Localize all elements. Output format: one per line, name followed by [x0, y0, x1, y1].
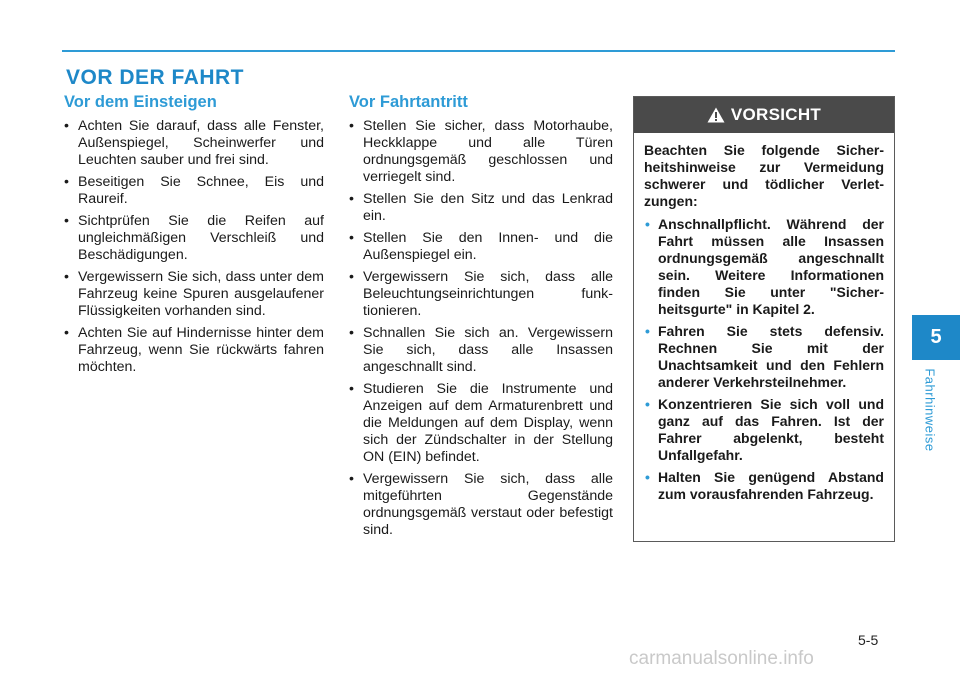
caution-header — [634, 97, 894, 133]
list-item: • Schnallen Sie sich an. Vergewissern Sie sich, dass alle Insassen angeschnallt sind. — [349, 325, 613, 376]
list-item: • Beseitigen Sie Schnee, Eis und Raureif. — [64, 174, 324, 208]
caution-item: • Konzentrieren Sie sich voll und ganz auf das Fahren. Ist der Fahrer abgelenkt, besteht Unfallgefahr. — [644, 396, 884, 464]
caution-item: • Halten Sie genügend Abstand zum vorausfahrenden Fahrzeug. — [644, 469, 884, 503]
list-item: • Stellen Sie den Sitz und das Lenkrad ein. — [349, 191, 613, 225]
caution-list — [644, 216, 884, 503]
list-item: • Studieren Sie die Instrumente und Anzeigen auf dem Armaturenbrett und die Meldungen auf dem Display, wenn sich der Zündschalter in der Stellung ON (EIN) befindet. — [349, 381, 613, 466]
list-item: • Vergewissern Sie sich, dass alle Beleuchtungseinrichtungen funktionieren. — [349, 269, 613, 320]
caution-item: • Anschnallpflicht. Während der Fahrt müssen alle Insassen ordnungsgemäß angeschnallt sein. Weitere Informationen finden Sie unter "Sicherheitsgurte" in Kapitel 2. — [644, 216, 884, 318]
caution-box — [633, 96, 895, 542]
caution-title: VORSICHT — [730, 105, 822, 124]
warning-icon — [707, 107, 725, 123]
list-item: • Vergewissern Sie sich, dass unter dem Fahrzeug keine Spuren ausgelaufener Flüssigkeiten vorhanden sind. — [64, 269, 324, 320]
list-item: • Achten Sie auf Hindernisse hinter dem Fahrzeug, wenn Sie rückwärts fahren möchten. — [64, 325, 324, 376]
top-rule — [62, 50, 895, 52]
left-column-heading: Vor dem Einsteigen — [64, 93, 217, 111]
list-item: • Stellen Sie den Innen- und die Außenspiegel ein. — [349, 230, 613, 264]
middle-column-heading: Vor Fahrtantritt — [349, 93, 468, 111]
left-bullet-list — [64, 118, 324, 376]
watermark: carmanualsonline.info — [629, 648, 814, 669]
caution-body — [634, 133, 894, 503]
list-item: • Sichtprüfen Sie die Reifen auf ungleichmäßigen Verschleiß und Beschädigungen. — [64, 213, 324, 264]
page-number: 5-5 — [858, 632, 879, 648]
caution-item: • Fahren Sie stets defensiv. Rechnen Sie mit der Unachtsamkeit und den Fehlern anderer Verkehrsteilnehmer. — [644, 323, 884, 391]
caution-intro: Beachten Sie folgende Sicherheitshinweise zur Vermeidung schwerer und tödlicher Verletzungen: — [644, 142, 884, 209]
list-item: • Vergewissern Sie sich, dass alle mitgeführten Gegenstände ordnungsgemäß verstaut oder befestigt sind. — [349, 471, 613, 539]
middle-column — [349, 93, 613, 544]
section-title: VOR DER FAHRT — [66, 66, 245, 89]
chapter-label-text: Fahrhinweise — [922, 368, 938, 452]
list-item: • Stellen Sie sicher, dass Motorhaube, Heckklappe und alle Türen ordnungsgemäß geschlossen und verriegelt sind. — [349, 118, 613, 186]
list-item: • Achten Sie darauf, dass alle Fenster, Außenspiegel, Scheinwerfer und Leuchten sauber und frei sind. — [64, 118, 324, 169]
middle-bullet-list — [349, 118, 613, 539]
chapter-tab: 5 — [912, 315, 960, 360]
left-column — [64, 93, 324, 381]
